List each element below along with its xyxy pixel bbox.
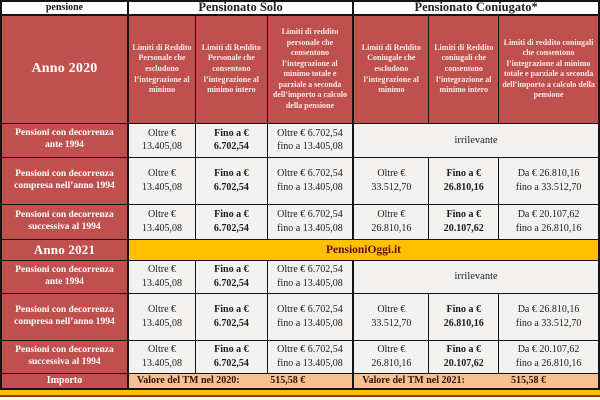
- pensionioggi-watermark: PensioniOggi.it: [128, 239, 599, 260]
- year-2020-cell: Anno 2020: [1, 15, 128, 123]
- data-cell: Oltre € 33.512,70: [353, 293, 429, 340]
- table-row: [1, 1, 599, 15]
- data-cell: Fino a € 6.702,54: [196, 157, 268, 204]
- data-cell: Fino a € 26.810,16: [429, 293, 499, 340]
- data-cell: Oltre € 33.512,70: [353, 157, 429, 204]
- pensionato-solo-header-cell: [128, 1, 353, 15]
- data-cell: Fino a € 6.702,54: [196, 123, 268, 157]
- pension-type-header-cell: [1, 1, 128, 15]
- col-header-personal-full: Limiti di Reddito Personale che consentono l’integrazione al minimo intero: [196, 15, 268, 123]
- row-label-ante-1994: Pensioni con decorrenza ante 1994: [1, 123, 128, 157]
- data-cell: Fino a € 6.702,54: [196, 293, 268, 340]
- data-cell: Oltre € 13.405,08: [128, 123, 196, 157]
- table-row: [1, 373, 599, 389]
- data-cell: Oltre € 13.405,08: [128, 340, 196, 373]
- tm-2020-value: 515,58 €: [270, 375, 306, 387]
- data-cell: Fino a € 6.702,54: [196, 340, 268, 373]
- data-cell: Oltre € 6.702,54 fino a 13.405,08: [267, 204, 353, 239]
- data-cell: Oltre € 26.810,16: [353, 340, 429, 373]
- pensionato-solo-label: Pensionato Solo: [198, 2, 283, 14]
- tm-2020-cell: [128, 373, 353, 389]
- irrilevante-cell: irrilevante: [353, 260, 599, 293]
- data-cell: Fino a € 6.702,54: [196, 260, 268, 293]
- data-cell: Fino a € 26.810,16: [429, 157, 499, 204]
- col-header-conjugal-partial: Limiti di reddito coniugali che consentono l’integrazione al minimo totale e parziale a seconda dell’importo a calcolo della pensione: [499, 15, 599, 123]
- data-cell: Oltre € 6.702,54 fino a 13.405,08: [267, 293, 353, 340]
- pensionato-coniugato-header-cell: [353, 1, 599, 15]
- data-cell: Oltre € 6.702,54 fino a 13.405,08: [267, 123, 353, 157]
- data-cell: Oltre € 6.702,54 fino a 13.405,08: [267, 340, 353, 373]
- data-cell: Oltre € 13.405,08: [128, 157, 196, 204]
- table-row: [1, 204, 599, 239]
- col-header-personal-partial: Limiti di reddito personale che consentono l’integrazione al minimo totale e parziale a seconda dell’importo a calcolo della pensione: [267, 15, 353, 123]
- bottom-gold-strip: [0, 390, 600, 397]
- table-row: [1, 15, 599, 123]
- data-cell: Oltre € 6.702,54 fino a 13.405,08: [267, 157, 353, 204]
- col-header-conjugal-exclude: Limiti di Reddito Coniugale che escludono l’integrazione al minimo: [353, 15, 429, 123]
- col-header-personal-exclude: Limiti di Reddito Personale che escludono l’integrazione al minimo: [128, 15, 196, 123]
- row-label-ante-1994: Pensioni con decorrenza ante 1994: [1, 260, 128, 293]
- row-label-successiva-1994: Pensioni con decorrenza successiva al 1994: [1, 204, 128, 239]
- pensionato-coniugato-label: Pensionato Coniugato*: [414, 2, 538, 14]
- data-cell: Oltre € 26.810,16: [353, 204, 429, 239]
- tm-2021-cell: [353, 373, 599, 389]
- table-row: [1, 340, 599, 373]
- tm-2021-value: 515,58 €: [511, 375, 546, 387]
- row-label-successiva-1994: Pensioni con decorrenza successiva al 1994: [1, 340, 128, 373]
- importo-label-cell: Importo: [1, 373, 128, 389]
- row-label-compresa-1994: Pensioni con decorrenza compresa nell’anno 1994: [1, 293, 128, 340]
- pension-type-label: pensione: [45, 2, 84, 13]
- tm-2020-label: Valore del TM nel 2020:: [136, 375, 240, 387]
- data-cell: Oltre € 13.405,08: [128, 260, 196, 293]
- data-cell: Oltre € 13.405,08: [128, 293, 196, 340]
- data-cell: Fino a € 20.107,62: [429, 340, 499, 373]
- year-2021-cell: Anno 2021: [1, 239, 128, 260]
- table-row: [1, 123, 599, 157]
- tm-2021-label: Valore del TM nel 2021:: [362, 375, 465, 387]
- table-row: [1, 157, 599, 204]
- data-cell: Fino a € 20.107,62: [429, 204, 499, 239]
- data-cell: Da € 20.107,62 fino a 26.810,16: [499, 204, 599, 239]
- irrilevante-cell: irrilevante: [353, 123, 599, 157]
- row-label-compresa-1994: Pensioni con decorrenza compresa nell’anno 1994: [1, 157, 128, 204]
- table-row: [1, 239, 599, 260]
- data-cell: Da € 20.107,62 fino a 26.810,16: [499, 340, 599, 373]
- data-cell: Oltre € 13.405,08: [128, 204, 196, 239]
- data-cell: Da € 26.810,16 fino a 33.512,70: [499, 157, 599, 204]
- table-row: [1, 293, 599, 340]
- data-cell: Fino a € 6.702,54: [196, 204, 268, 239]
- data-cell: Da € 26.810,16 fino a 33.512,70: [499, 293, 599, 340]
- col-header-conjugal-full: Limiti di Reddito coniugali che consentono l’integrazione al minimo intero: [429, 15, 499, 123]
- table-row: [1, 260, 599, 293]
- data-cell: Oltre € 6.702,54 fino a 13.405,08: [267, 260, 353, 293]
